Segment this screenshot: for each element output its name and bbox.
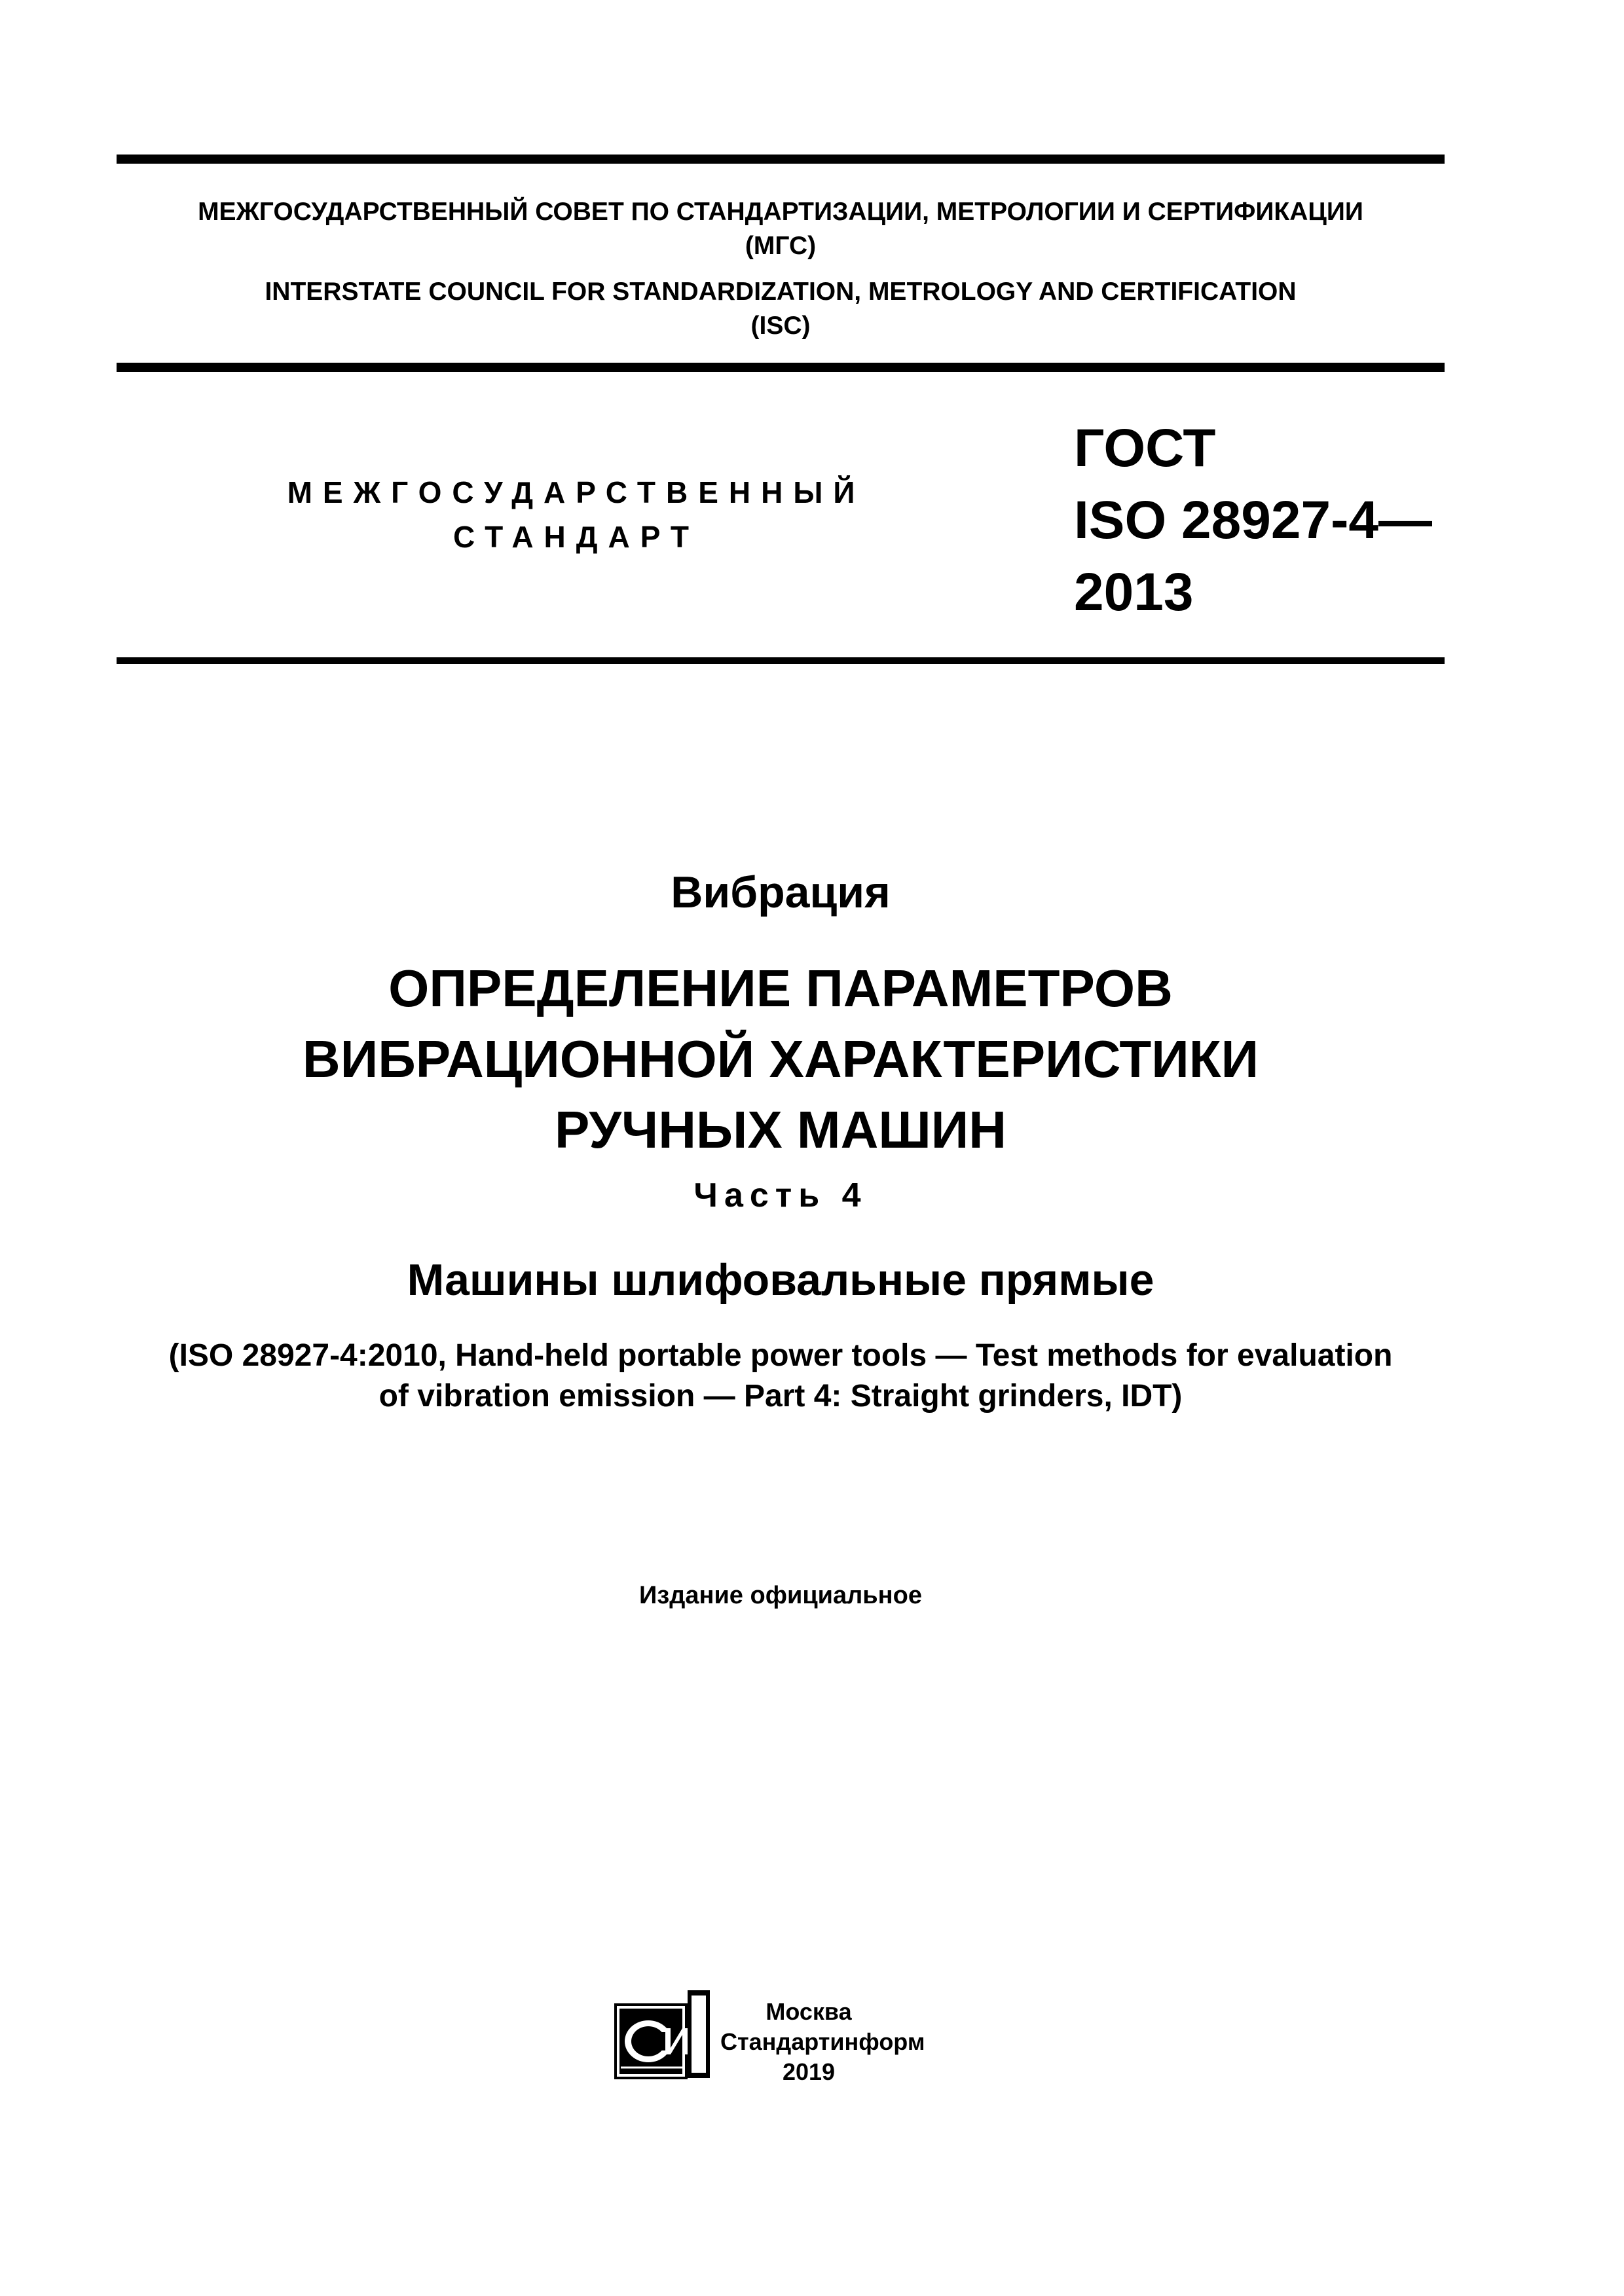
- top-rule: [117, 155, 1445, 164]
- council-en-line: INTERSTATE COUNCIL FOR STANDARDIZATION, METROLOGY AND CERTIFICATION: [265, 278, 1297, 306]
- standard-number-line1: ГОСТ: [1074, 418, 1216, 478]
- title-line1: ОПРЕДЕЛЕНИЕ ПАРАМЕТРОВ: [388, 959, 1173, 1017]
- standard-rule: [117, 657, 1445, 664]
- council-ru-abbr: (МГС): [745, 232, 817, 260]
- original-line2: of vibration emission — Part 4: Straight grinders, IDT): [378, 1379, 1183, 1413]
- document-part-title: Машины шлифовальные прямые: [407, 1255, 1154, 1305]
- edition-label: Издание официальное: [639, 1582, 922, 1609]
- title-line2: ВИБРАЦИОННОЙ ХАРАКТЕРИСТИКИ: [302, 1030, 1259, 1088]
- council-en-abbr: (ISC): [750, 312, 811, 340]
- original-line1: (ISO 28927-4:2010, Hand-held portable power tools — Test methods for evaluation: [168, 1338, 1393, 1373]
- imprint-city: Москва: [766, 1998, 852, 2025]
- standard-kind-line1: МЕЖГОСУДАРСТВЕННЫЙ: [287, 475, 866, 509]
- standard-number: [1074, 412, 1432, 629]
- standard-kind-line2: СТАНДАРТ: [453, 520, 699, 554]
- document-part: Часть 4: [693, 1176, 868, 1214]
- document-title: [117, 953, 1445, 1165]
- standartinform-logo-icon: [614, 1989, 712, 2081]
- imprint-publisher: Стандартинформ: [720, 2028, 925, 2055]
- council-name-ru: [117, 195, 1445, 263]
- standard-number-line2: ISO 28927-4—: [1074, 490, 1432, 550]
- imprint-year: 2019: [782, 2058, 836, 2085]
- original-standard-reference: [117, 1336, 1445, 1417]
- imprint: [720, 1997, 925, 2087]
- standard-kind: [242, 470, 910, 559]
- document-subject: Вибрация: [671, 867, 891, 917]
- title-line3: РУЧНЫХ МАШИН: [554, 1101, 1007, 1159]
- council-ru-line: МЕЖГОСУДАРСТВЕННЫЙ СОВЕТ ПО СТАНДАРТИЗАЦИИ, МЕТРОЛОГИИ И СЕРТИФИКАЦИИ: [198, 198, 1363, 226]
- header-rule: [117, 363, 1445, 372]
- standard-number-line3: 2013: [1074, 562, 1194, 622]
- council-name-en: [117, 275, 1445, 343]
